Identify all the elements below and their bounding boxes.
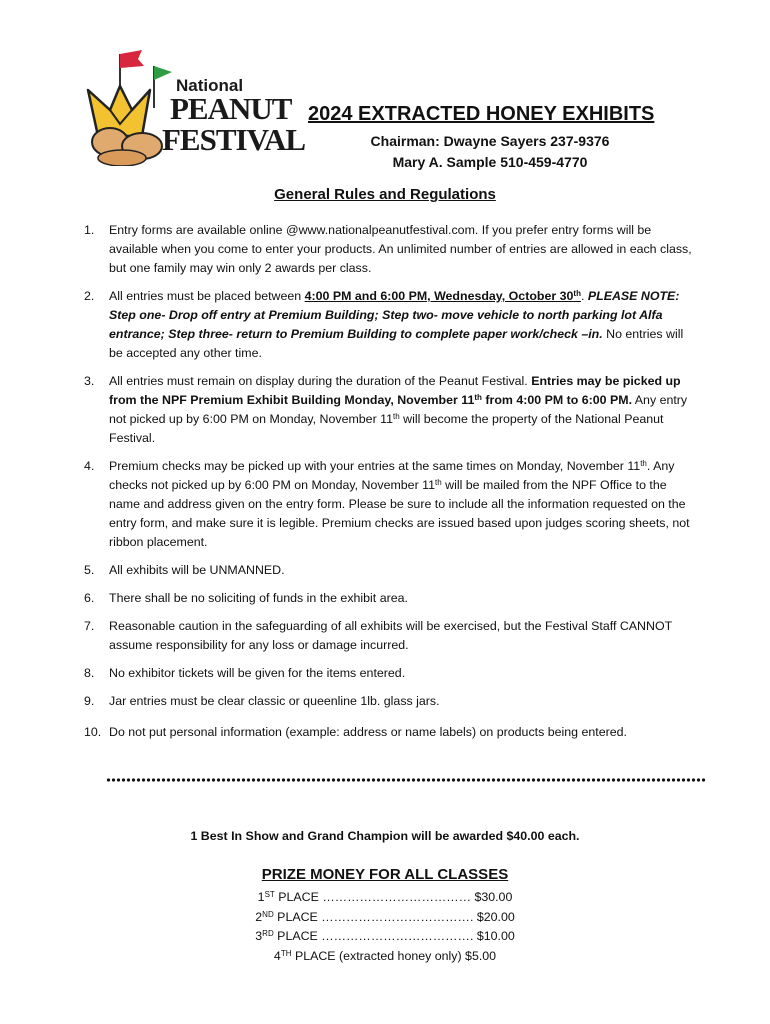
ordinal-suffix: th [393,412,400,421]
rule-text-part: All entries must remain on display during the duration of the Peanut Festival. [109,374,532,388]
rule-number: 4. [84,459,95,473]
logo-national-text: National [176,76,244,95]
rules-heading: General Rules and Regulations [274,186,496,203]
prize-row [0,927,770,947]
rule-text: Reasonable caution in the safeguarding of all exhibits will be exercised, but the Festival Staff CANNOT assume responsibility for any loss or damage incurred. [109,619,672,652]
rule-number: 5. [84,563,95,577]
prize-row [0,888,770,908]
rule-number: 6. [84,591,95,605]
ordinal-suffix: th [640,459,647,468]
prize-label: PLACE ……………………………… $30.00 [274,890,513,904]
rule-item [84,221,696,278]
logo-festival-text: FESTIVAL [162,122,306,157]
rule-text-part: will become the property of the National Peanut Festival. [109,412,664,445]
rule-item [84,692,696,711]
rule-text: Jar entries must be clear classic or queenline 1lb. glass jars. [109,694,440,708]
rules-list [84,221,696,751]
rule-text: All exhibits will be UNMANNED. [109,563,285,577]
rule-item [84,617,696,655]
ordinal-suffix: ST [264,890,275,899]
rule-text: No exhibitor tickets will be given for the items entered. [109,666,406,680]
cochair-line: Mary A. Sample 510-459-4770 [392,154,588,170]
prize-rank: 1 [257,890,265,904]
prize-label: PLACE ………………………………. $10.00 [273,929,515,943]
rule-note: PLEASE NOTE: Step one- Drop off entry at Premium Building; Step two- move vehicle to north parking lot Alfa entrance; Step three- return to Premium Building to complete paper work/check –in. [109,289,680,341]
rule-text [109,287,696,363]
rule-number: 1. [84,223,95,237]
prize-label: PLACE ………………………………. $20.00 [273,909,515,924]
rule-item [84,664,696,683]
rule-text-part: Entries may be picked up from the NPF Premium Exhibit Building Monday, November 11 [109,374,681,407]
prize-rank: 3 [255,929,263,943]
prize-row [0,947,770,967]
rule-text-part: Any entry not picked up by 6:00 PM on Monday, November 11 [109,393,688,426]
rule-number: 3. [84,374,95,388]
rule-number: 7. [84,619,95,633]
ordinal-suffix: ND [262,909,274,919]
rule-text-part: Premium checks may be picked up with your entries at the same times on Monday, November 11 [109,459,641,473]
rule-number: 9. [84,694,95,708]
prize-rank: 4 [273,948,281,963]
award-note: 1 Best In Show and Grand Champion will be awarded $40.00 each. [190,829,580,843]
rule-item [84,723,696,742]
rule-item [84,287,696,363]
rule-text [109,372,696,448]
logo-peanut-text: PEANUT [170,91,292,126]
rule-text-part: from 4:00 PM to 6:00 PM. [481,393,633,407]
rule-text-part: All entries must be placed between [109,289,305,303]
rule-text-part: . Any checks not picked up by 6:00 PM on Monday, November 11 [109,459,675,492]
page-title: 2024 EXTRACTED HONEY EXHIBITS [308,103,655,125]
rule-item [84,589,696,608]
ordinal-suffix: RD [262,929,274,938]
rule-item [84,372,696,448]
prize-label: PLACE (extracted honey only) $5.00 [291,948,497,963]
rule-text: Do not put personal information (example: address or name labels) on products being entered. [109,725,627,739]
rule-text-part: . [580,289,588,303]
rule-number: 10. [84,725,102,739]
prize-heading: PRIZE MONEY FOR ALL CLASSES [261,866,509,883]
rule-number: 2. [84,289,95,303]
prize-row [0,908,770,928]
rule-number: 8. [84,666,95,680]
rule-text [109,457,696,552]
rule-text: There shall be no soliciting of funds in the exhibit area. [109,591,408,605]
rule-text-part: 4:00 PM and 6:00 PM, Wednesday, October 30 [304,289,574,303]
rule-item [84,457,696,552]
rule-text-part: No entries will be accepted any other time. [109,327,684,360]
chairman-line: Chairman: Dwayne Sayers 237-9376 [370,133,610,149]
rule-deadline [305,289,581,303]
ordinal-suffix: th [573,289,581,298]
ordinal-suffix: th [474,393,482,402]
rule-text-part: will be mailed from the NPF Office to the name and address given on the entry form. Please be sure to include all the information requested on the entry form, and make sure it is legible. Premium checks are issued based upon judges scoring sheets, not ribbon placement. [109,478,690,549]
ordinal-suffix: th [435,478,442,487]
dotted-divider [106,777,706,783]
prize-list [0,888,770,966]
rule-text: Entry forms are available online @www.nationalpeanutfestival.com. If you prefer entry forms will be available when you come to enter your products. An unlimited number of entries are allowed in each class, but one family may win only 2 awards per class. [109,223,692,275]
prize-rank: 2 [255,909,263,924]
rule-item [84,561,696,580]
ordinal-suffix: TH [280,948,292,958]
